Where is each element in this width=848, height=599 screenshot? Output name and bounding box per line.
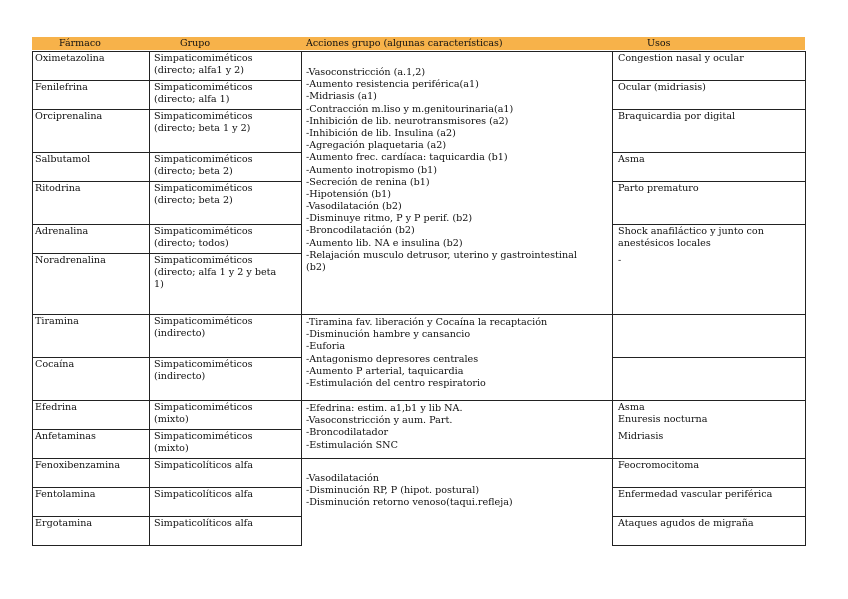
farmaco-cell: Adrenalina: [35, 226, 89, 237]
usos-divider: [612, 314, 806, 315]
acciones-divider: [301, 400, 612, 401]
accion-line: -Broncodilatador: [306, 427, 389, 439]
col-line-grupo: [149, 51, 150, 546]
acciones-divider: [301, 458, 612, 459]
grupo-cell: Simpaticomiméticos: [154, 255, 253, 266]
row-divider: [32, 314, 302, 315]
usos-cell: Enfermedad vascular periférica: [618, 489, 773, 500]
usos-divider: [612, 51, 806, 52]
usos-cell: Feocromocitoma: [618, 460, 700, 471]
grupo-cell: (directo; beta 2): [154, 195, 233, 207]
accion-line: -Relajación musculo detrusor, uterino y gastrointestinal: [306, 249, 577, 261]
grupo-cell: Simpaticomiméticos: [154, 183, 253, 194]
usos-divider: [612, 458, 806, 459]
acciones-block: [306, 403, 463, 452]
grupo-cell: (mixto): [154, 414, 189, 426]
usos-cell: Parto prematuro: [618, 183, 699, 194]
usos-divider: [612, 80, 806, 81]
accion-line: -Vasodilatación: [306, 473, 379, 484]
grupo-cell: Simpaticomiméticos: [154, 316, 253, 327]
grupo-cell: Simpaticolíticos alfa: [154, 518, 253, 529]
accion-line: -Contracción m.liso y m.genitourinaria(a1): [306, 103, 514, 115]
accion-line: -Hipotensión (b1): [306, 188, 392, 200]
row-divider: [32, 253, 302, 254]
grupo-cell: Simpaticomiméticos: [154, 111, 253, 122]
grupo-cell: Simpaticomiméticos: [154, 226, 253, 237]
grupo-cell: (indirecto): [154, 371, 206, 383]
accion-line: -Vasodilatación (b2): [306, 201, 402, 213]
grupo-cell: (indirecto): [154, 328, 206, 340]
usos-cell: Ataques agudos de migraña: [618, 518, 754, 529]
row-divider: [32, 487, 302, 488]
usos-cell: anestésicos locales: [618, 238, 711, 250]
row-divider: [32, 458, 302, 459]
accion-line: -Disminución retorno venoso(taqui.refleja): [306, 497, 513, 509]
grupo-cell: Simpaticomiméticos: [154, 402, 253, 413]
row-divider: [32, 109, 302, 110]
col-line-left: [32, 51, 33, 546]
usos-divider: [612, 357, 806, 358]
grupo-cell: (directo; beta 1 y 2): [154, 123, 251, 135]
farmaco-cell: Orciprenalina: [35, 111, 103, 122]
row-divider: [32, 516, 302, 517]
accion-line: -Aumento resistencia periférica(a1): [306, 79, 479, 91]
accion-line: -Aumento frec. cardíaca: taquicardia (b1): [306, 152, 508, 164]
farmaco-cell: Efedrina: [35, 402, 77, 413]
usos-divider: [612, 109, 806, 110]
grupo-cell: (directo; beta 2): [154, 166, 233, 178]
accion-line: -Tiramina fav. liberación y Cocaína la recaptación: [306, 317, 548, 328]
farmaco-cell: Ergotamina: [35, 518, 93, 529]
grupo-cell: Simpaticomiméticos: [154, 82, 253, 93]
farmaco-cell: Cocaína: [35, 359, 75, 370]
row-divider: [32, 51, 302, 52]
acciones-block: [306, 67, 577, 274]
header-grupo-label: Grupo: [180, 38, 211, 49]
usos-divider: [612, 487, 806, 488]
col-line-right: [805, 51, 806, 546]
farmaco-cell: Tiramina: [35, 316, 79, 327]
row-divider: [32, 224, 302, 225]
header-acciones-label: Acciones grupo (algunas características): [306, 38, 503, 49]
grupo-cell: (directo; alfa1 y 2): [154, 65, 245, 77]
row-divider: [32, 152, 302, 153]
farmaco-cell: Ritodrina: [35, 183, 81, 194]
accion-line: -Estimulación SNC: [306, 439, 398, 451]
row-divider: [32, 400, 302, 401]
usos-cell: Braquicardia por digital: [618, 111, 736, 122]
accion-line: -Disminución RP, P (hipot. postural): [306, 485, 480, 497]
farmaco-cell: Fentolamina: [35, 489, 96, 500]
accion-line: -Broncodilatación (b2): [306, 225, 415, 237]
accion-line: -Vasoconstricción y aum. Part.: [306, 415, 453, 427]
accion-line: -Aumento P arterial, taquicardia: [306, 365, 464, 377]
accion-line: -Midriasis (a1): [306, 91, 377, 103]
row-divider: [32, 357, 302, 358]
acciones-block: [306, 473, 513, 510]
grupo-cell: (mixto): [154, 443, 189, 455]
row-divider: [32, 181, 302, 182]
farmaco-cell: Noradrenalina: [35, 255, 106, 266]
accion-line: -Estimulación del centro respiratorio: [306, 377, 486, 389]
row-divider: [32, 80, 302, 81]
farmaco-cell: Salbutamol: [35, 154, 91, 165]
usos-cell: Enuresis nocturna: [618, 414, 708, 426]
grupo-cell: Simpaticolíticos alfa: [154, 489, 253, 500]
grupo-cell: Simpaticomiméticos: [154, 359, 253, 370]
acciones-block: [306, 317, 547, 390]
usos-divider: [612, 400, 806, 401]
col-line-usos: [612, 51, 613, 546]
accion-line: -Agregación plaquetaria (a2): [306, 140, 447, 152]
usos-divider: [612, 224, 806, 225]
usos-cell: Asma: [618, 402, 645, 413]
col-line-acciones: [301, 51, 302, 546]
usos-cell: Ocular (midriasis): [618, 82, 706, 93]
usos-cell: -: [618, 255, 622, 266]
grupo-cell: 1): [154, 279, 164, 291]
grupo-cell: (directo; alfa 1): [154, 94, 230, 106]
grupo-cell: Simpaticolíticos alfa: [154, 460, 253, 471]
accion-line: -Euforia: [306, 341, 346, 353]
usos-cell: Shock anafiláctico y junto con: [618, 226, 764, 237]
accion-line: -Aumento lib. NA e insulina (b2): [306, 237, 463, 249]
header-usos-label: Usos: [647, 38, 671, 49]
header-usos: [612, 37, 805, 50]
acciones-divider: [301, 51, 612, 52]
row-divider: [32, 545, 302, 546]
usos-divider: [612, 545, 806, 546]
grupo-cell: (directo; todos): [154, 238, 229, 250]
grupo-cell: (directo; alfa 1 y 2 y beta: [154, 267, 277, 279]
farmaco-cell: Fenilefrina: [35, 82, 88, 93]
row-divider: [32, 429, 302, 430]
header-grupo: [149, 37, 301, 50]
farmaco-cell: Anfetaminas: [35, 431, 96, 442]
accion-line: -Secreción de renina (b1): [306, 176, 430, 188]
accion-line: -Inhibición de lib. Insulina (a2): [306, 127, 456, 139]
usos-divider: [612, 152, 806, 153]
accion-line: (b2): [306, 262, 326, 273]
accion-line: -Antagonismo depresores centrales: [306, 353, 479, 365]
accion-line: -Efedrina: estim. a1,b1 y lib NA.: [306, 403, 463, 414]
accion-line: -Vasoconstricción (a.1,2): [306, 67, 426, 78]
accion-line: -Inhibición de lib. neurotransmisores (a2): [306, 115, 509, 127]
grupo-cell: Simpaticomiméticos: [154, 53, 253, 64]
header-farmaco-label: Fármaco: [59, 38, 101, 49]
usos-cell: Asma: [618, 154, 645, 165]
accion-line: -Disminución hambre y cansancio: [306, 329, 471, 341]
usos-divider: [612, 181, 806, 182]
header-acciones: [301, 37, 612, 50]
grupo-cell: Simpaticomiméticos: [154, 431, 253, 442]
acciones-divider: [301, 314, 612, 315]
usos-cell: Midriasis: [618, 431, 664, 442]
grupo-cell: Simpaticomiméticos: [154, 154, 253, 165]
header-farmaco: [32, 37, 149, 50]
usos-cell: Congestion nasal y ocular: [618, 53, 744, 64]
farmaco-cell: Fenoxibenzamina: [35, 460, 121, 471]
accion-line: -Aumento inotropismo (b1): [306, 164, 438, 176]
farmaco-cell: Oximetazolina: [35, 53, 105, 64]
accion-line: -Disminuye ritmo, P y P perif. (b2): [306, 213, 473, 225]
usos-divider: [612, 516, 806, 517]
